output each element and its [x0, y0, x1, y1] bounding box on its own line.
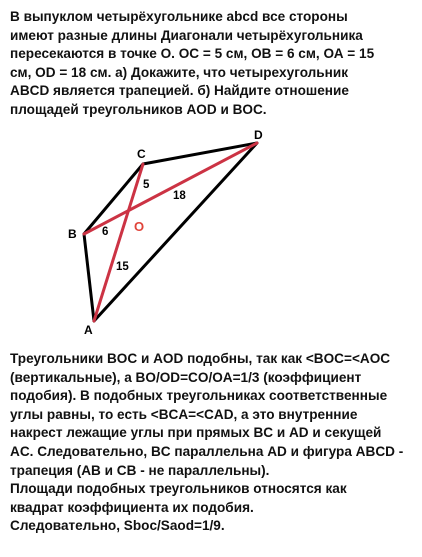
vertex-label-b: B — [68, 227, 77, 241]
diagonal-bd — [84, 143, 257, 234]
problem-line: см, OD = 18 см. а) Докажите, что четырехугольник — [10, 64, 349, 80]
problem-line: имеют разные длины Диагонали четырёхугольника — [10, 27, 363, 43]
segment-label-oc: 5 — [143, 179, 150, 191]
vertex-label-c: C — [137, 147, 146, 161]
problem-line: ABCD является трапецией. б) Найдите отношение — [10, 83, 349, 99]
solution-line: Треугольники BOC и AOD подобны, так как <BOC=<AOC — [10, 351, 391, 366]
vertex-label-a: A — [84, 323, 93, 337]
solution-line: трапеция (AB и CB - не параллельны). — [10, 462, 270, 478]
side-da — [94, 143, 257, 321]
solution-line: углы равны, то есть <BCA=<CAD, а это внутренние — [10, 406, 358, 422]
side-ab — [84, 234, 94, 321]
segment-label-od: 18 — [173, 190, 186, 202]
diagonal-ac — [94, 164, 143, 321]
solution-line: накрест лежащие углы при прямых BC и AD и секущей — [10, 425, 382, 441]
problem-line: площадей треугольников AOD и BOC. — [10, 101, 267, 117]
solution-line: подобия). В подобных треугольниках соответственные — [10, 388, 388, 404]
segment-label-oa: 15 — [116, 261, 129, 273]
solution-line: (вертикальные), а BO/OD=CO/OA=1/3 (коэффициент — [10, 369, 362, 385]
solution-line: AC. Следовательно, BC параллельна AD и фигура ABCD - — [10, 443, 404, 459]
solution-line: Площади подобных треугольников относятся как — [10, 481, 347, 497]
solution-line: квадрат коэффициента их подобия. — [10, 499, 254, 515]
intersection-label-o: O — [134, 219, 145, 234]
vertex-label-d: D — [254, 128, 263, 142]
segment-label-ob: 6 — [102, 226, 109, 238]
problem-line: В выпуклом четырёхугольнике abcd все стороны — [10, 9, 348, 24]
problem-line: пересекаются в точке О. ОС = 5 см, ОВ = 6 см, ОА = 15 — [10, 46, 375, 62]
solution-line: Следовательно, Sboc/Saod=1/9. — [10, 518, 225, 534]
solution-text — [10, 350, 415, 536]
